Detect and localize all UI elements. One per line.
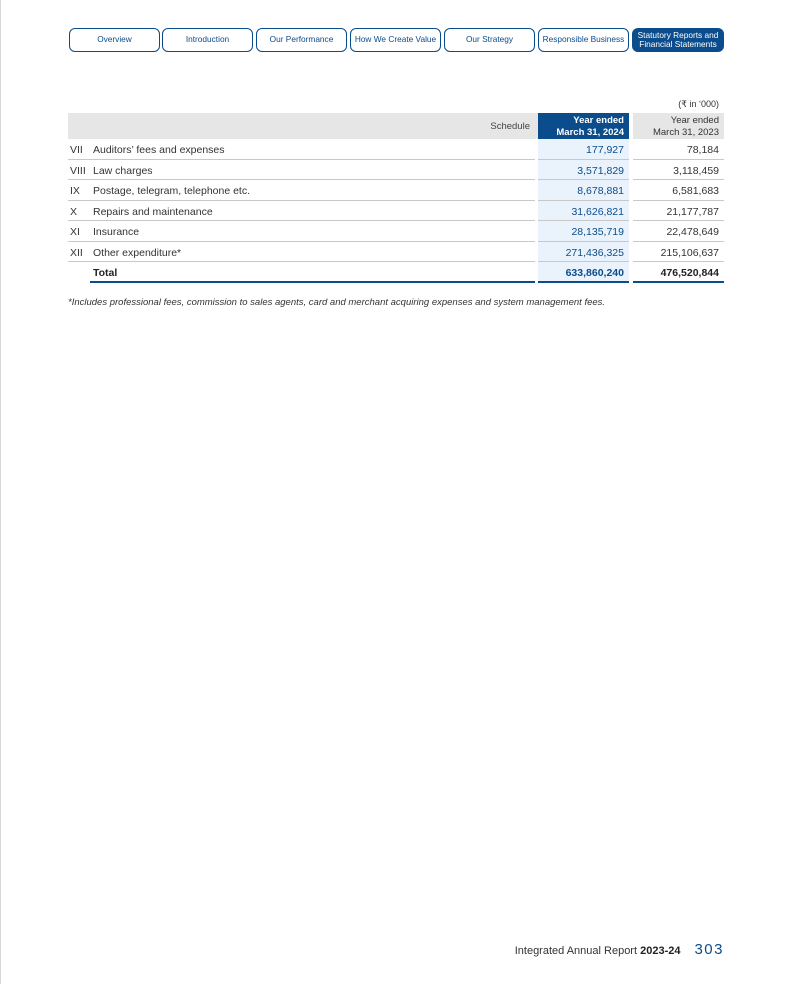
page-footer [515, 941, 724, 958]
schedule-number: X [70, 205, 78, 218]
previous-year-value: 6,581,683 [672, 185, 719, 197]
table-row [68, 242, 724, 263]
section-nav [69, 28, 724, 52]
current-year-header: Year ended March 31, 2024 [538, 113, 629, 139]
table-row [68, 180, 724, 201]
table-row [68, 139, 724, 160]
row-description: Other expenditure* [93, 246, 182, 259]
unit-note: (₹ in ‘000) [678, 99, 719, 109]
schedule-number: XI [70, 226, 80, 238]
current-year-value: 177,927 [538, 139, 629, 160]
current-year-value: 3,571,829 [538, 160, 629, 181]
current-year-value: 271,436,325 [538, 242, 629, 263]
previous-year-value: 3,118,459 [673, 164, 719, 177]
total-previous-year: 476,520,844 [660, 267, 719, 279]
total-row [68, 262, 724, 283]
tab-statutory-reports[interactable]: Statutory Reports and Financial Statements [632, 28, 724, 52]
row-description: Postage, telegram, telephone etc. [93, 185, 251, 197]
tab-our-strategy[interactable]: Our Strategy [444, 28, 535, 52]
current-year-value: 31,626,821 [538, 201, 629, 222]
tab-how-we-create-value[interactable]: How We Create Value [350, 28, 441, 52]
page-edge-rule [0, 0, 1, 984]
schedule-number: IX [70, 185, 80, 197]
report-title-line [515, 945, 681, 957]
header-band [68, 113, 538, 139]
previous-year-header: Year ended March 31, 2023 [633, 113, 724, 139]
row-description: Repairs and maintenance [93, 205, 213, 218]
report-year: 2023-24 [640, 945, 681, 957]
previous-year-value: 21,177,787 [666, 205, 719, 218]
row-description: Auditors’ fees and expenses [93, 144, 225, 156]
schedule-number: XII [70, 246, 83, 259]
previous-year-value: 22,478,649 [666, 226, 719, 238]
table-row [68, 221, 724, 242]
tab-overview[interactable]: Overview [69, 28, 160, 52]
tab-responsible-business[interactable]: Responsible Business [538, 28, 629, 52]
table-row [68, 201, 724, 222]
table-row [68, 160, 724, 181]
current-year-value: 28,135,719 [538, 221, 629, 242]
row-description: Insurance [93, 226, 140, 238]
total-label: Total [93, 267, 118, 279]
total-current-year: 633,860,240 [538, 262, 629, 283]
expenditure-table [68, 113, 724, 283]
schedule-number: VII [70, 144, 83, 156]
tab-introduction[interactable]: Introduction [162, 28, 253, 52]
row-description: Law charges [93, 164, 153, 177]
previous-year-value: 78,184 [686, 144, 719, 156]
schedule-number: VIII [70, 164, 86, 177]
table-header [68, 113, 724, 139]
schedule-header: Schedule [490, 121, 530, 132]
previous-year-value: 215,106,637 [660, 246, 719, 259]
tab-our-performance[interactable]: Our Performance [256, 28, 347, 52]
current-year-value: 8,678,881 [538, 180, 629, 201]
report-title: Integrated Annual Report [514, 945, 638, 957]
page-number: 303 [694, 941, 724, 958]
footnote: *Includes professional fees, commission to sales agents, card and merchant acquiring expenses and system management fees. [68, 297, 606, 308]
